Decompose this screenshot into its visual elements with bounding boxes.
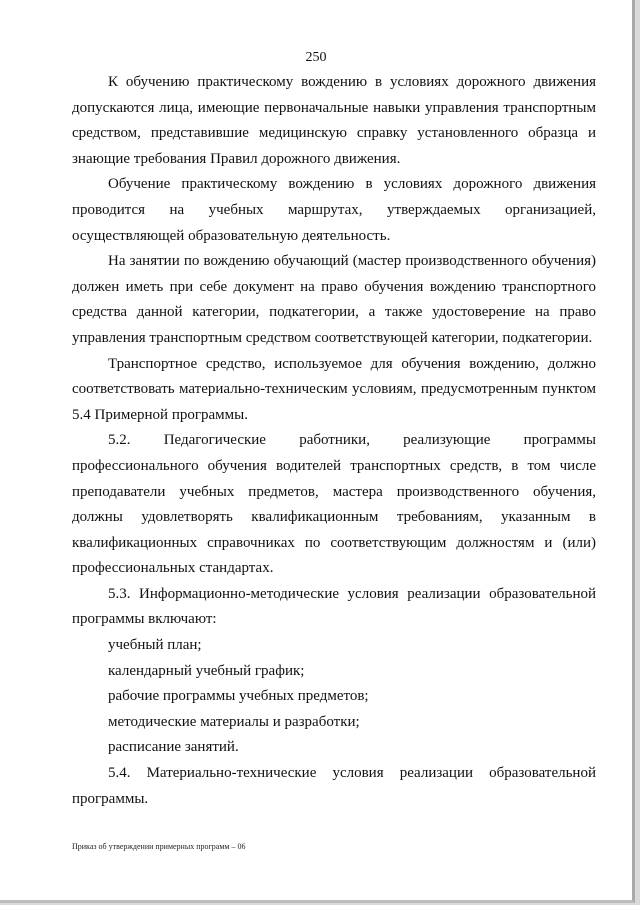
list-item: календарный учебный график; (108, 662, 305, 679)
paragraph-5-4-material-conditions: 5.4. Материально-технические условия реализации образовательной программы. (72, 765, 596, 807)
list-item: рабочие программы учебных предметов; (108, 688, 369, 705)
list-item: расписание занятий. (108, 739, 239, 756)
paragraph-training-routes: Обучение практическому вождению в условиях дорожного движения проводится на учебных маршрутах, утверждаемых организацией, осуществляющей образовательную деятельность. (72, 176, 596, 244)
paragraph-driving-admission: К обучению практическому вождению в условиях дорожного движения допускаются лица, имеющие первоначальные навыки управления транспортным средством, представившие медицинскую справку установленного образца и знающие требования Правил дорожного движения. (72, 74, 596, 167)
paragraph-5-2-teaching-staff: 5.2. Педагогические работники, реализующие программы профессионального обучения водителей транспортных средств, в том числе преподаватели учебных предметов, мастера производственного обучения, должны удовлетворять квалификационным требованиям, указанным в квалификационных справочниках по соответствующим должностям и (или) профессиональных стандартах. (72, 432, 596, 577)
paragraph-5-3-methodical-conditions: 5.3. Информационно-методические условия реализации образовательной программы включают: (72, 585, 596, 628)
list-item: учебный план; (108, 637, 202, 654)
page-footer: Приказ об утверждении примерных программ – 06 (72, 842, 246, 851)
paragraph-instructor-documents: На занятии по вождению обучающий (мастер производственного обучения) должен иметь при себе документ на право обучения вождению транспортного средства данной категории, подкатегории, а также удостоверение на право управления транспортным средством соответствующей категории, подкатегории. (72, 253, 596, 346)
document-body (72, 70, 596, 812)
list-item: методические материалы и разработки; (108, 713, 360, 730)
paragraph-vehicle-requirements: Транспортное средство, используемое для обучения вождению, должно соответствовать материально-техническим условиям, предусмотренным пунктом 5.4 Примерной программы. (72, 355, 596, 423)
page-number: 250 (305, 50, 327, 65)
